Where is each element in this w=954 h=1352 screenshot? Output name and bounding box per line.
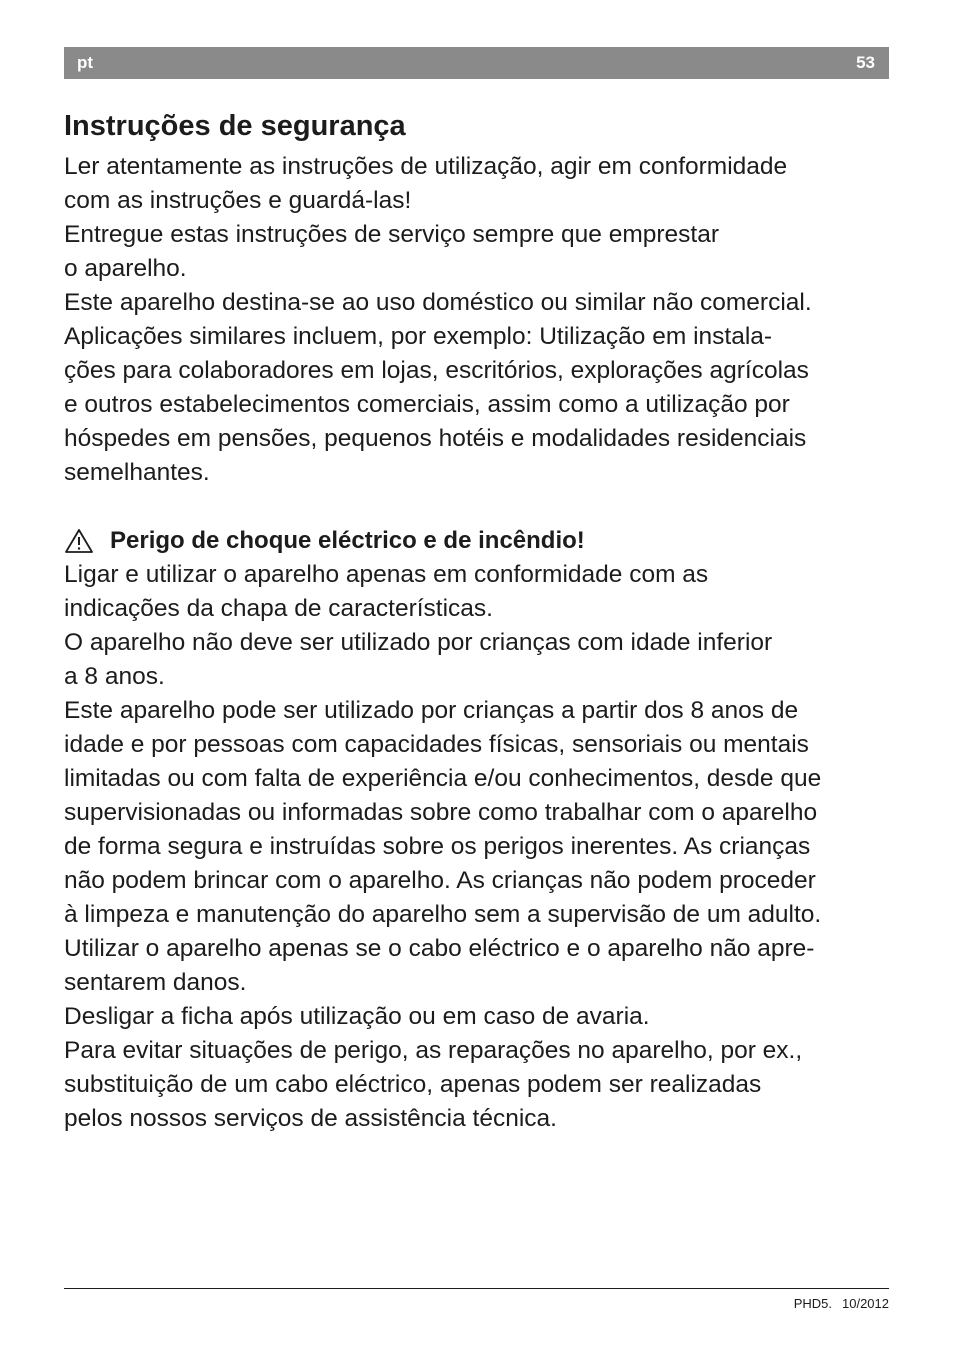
footer: [794, 1296, 889, 1311]
text-line: de forma segura e instruídas sobre os perigos inerentes. As crianças: [64, 833, 811, 860]
page-number: 53: [856, 53, 875, 72]
text-line: não podem brincar com o aparelho. As crianças não podem proceder: [64, 867, 816, 894]
text-line: com as instruções e guardá-las!: [64, 187, 412, 214]
text-line: Aplicações similares incluem, por exemplo: Utilização em instala-: [64, 323, 773, 350]
language-code: pt: [77, 53, 94, 72]
model-code: PHD5.: [793, 1296, 832, 1311]
footer-divider: [64, 1288, 889, 1289]
text-line: idade e por pessoas com capacidades físicas, sensoriais ou mentais: [64, 731, 809, 758]
text-line: e outros estabelecimentos comerciais, assim como a utilização por: [64, 391, 790, 418]
text-line: indicações da chapa de características.: [64, 595, 493, 622]
text-line: hóspedes em pensões, pequenos hotéis e modalidades residenciais: [64, 425, 807, 452]
text-line: o aparelho.: [64, 255, 187, 282]
text-line: ções para colaboradores em lojas, escritórios, explorações agrícolas: [64, 357, 809, 384]
intro-paragraph: [64, 150, 904, 490]
text-line: Este aparelho pode ser utilizado por crianças a partir dos 8 anos de: [64, 697, 799, 724]
publication-date: 10/2012: [842, 1296, 889, 1311]
text-line: Entregue estas instruções de serviço sempre que emprestar: [64, 221, 720, 248]
page-title: Instruções de segurança: [64, 110, 406, 142]
text-line: sentarem danos.: [64, 969, 247, 996]
text-line: Ler atentamente as instruções de utilização, agir em conformidade: [64, 153, 788, 180]
warning-triangle-icon: [64, 528, 94, 554]
text-line: substituição de um cabo eléctrico, apenas podem ser realizadas: [64, 1071, 762, 1098]
page-header-bar: [64, 47, 889, 79]
warning-paragraph: [64, 558, 904, 1136]
text-line: O aparelho não deve ser utilizado por crianças com idade inferior: [64, 629, 773, 656]
text-line: supervisionadas ou informadas sobre como trabalhar com o aparelho: [64, 799, 818, 826]
text-line: limitadas ou com falta de experiência e/ou conhecimentos, desde que: [64, 765, 822, 792]
text-line: Desligar a ficha após utilização ou em caso de avaria.: [64, 1003, 650, 1030]
text-line: à limpeza e manutenção do aparelho sem a supervisão de um adulto.: [64, 901, 822, 928]
text-line: Para evitar situações de perigo, as reparações no aparelho, por ex.,: [64, 1037, 803, 1064]
warning-heading-text: Perigo de choque eléctrico e de incêndio!: [110, 527, 585, 554]
text-line: pelos nossos serviços de assistência técnica.: [64, 1105, 557, 1132]
text-line: Este aparelho destina-se ao uso doméstico ou similar não comercial.: [64, 289, 812, 316]
text-line: Utilizar o aparelho apenas se o cabo eléctrico e o aparelho não apre-: [64, 935, 815, 962]
text-line: semelhantes.: [64, 459, 210, 486]
text-line: Ligar e utilizar o aparelho apenas em conformidade com as: [64, 561, 709, 588]
text-line: a 8 anos.: [64, 663, 165, 690]
